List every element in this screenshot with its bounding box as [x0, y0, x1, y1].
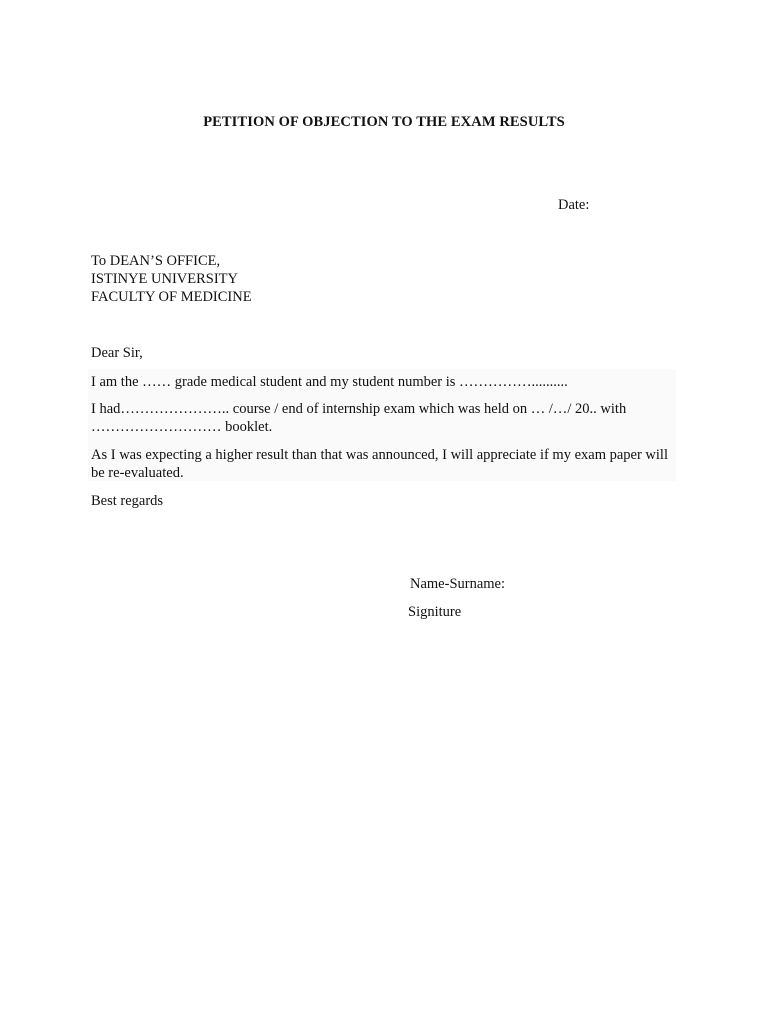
document-title: PETITION OF OBJECTION TO THE EXAM RESULTS	[203, 114, 565, 130]
recipient-address	[91, 252, 252, 306]
signature-label: Signiture	[408, 604, 462, 620]
address-line-2: ISTINYE UNIVERSITY	[91, 271, 238, 287]
address-line-3: FACULTY OF MEDICINE	[91, 289, 252, 305]
paragraph-exam-info: I had………………….. course / end of internship exam which was held on … /…/ 20.. with ……………………… booklet.	[91, 401, 627, 435]
paragraph-student-info: I am the …… grade medical student and my student number is ……………..........	[91, 374, 568, 390]
closing: Best regards	[91, 493, 164, 509]
address-line-1: To DEAN’S OFFICE,	[91, 253, 221, 269]
date-label: Date:	[558, 197, 590, 213]
name-surname-label: Name-Surname:	[410, 576, 506, 592]
paragraph-request: As I was expecting a higher result than that was announced, I will appreciate if my exam paper will be re-evaluated.	[91, 447, 668, 481]
salutation: Dear Sir,	[91, 345, 143, 361]
